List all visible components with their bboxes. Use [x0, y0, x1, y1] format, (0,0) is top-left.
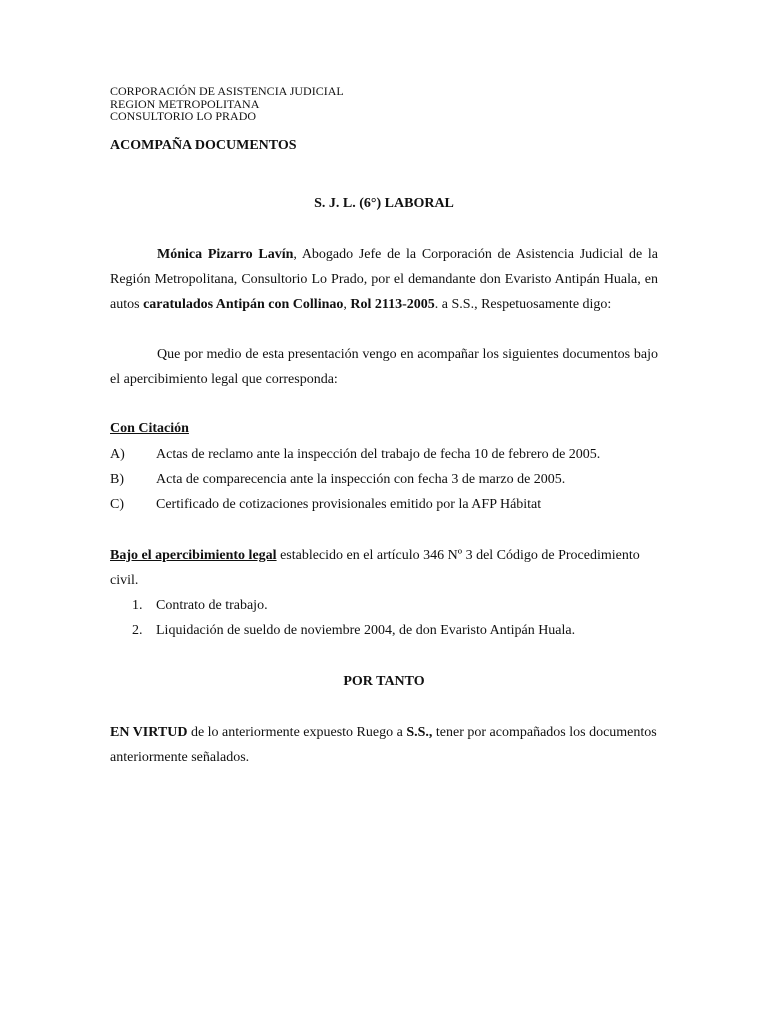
numbered-item: [132, 623, 575, 639]
list-item: [110, 447, 600, 463]
numbered-item: [132, 598, 268, 614]
lawyer-name: Mónica Pizarro Lavín: [157, 247, 294, 262]
section-heading-apercibimiento: Bajo el apercibimiento legal: [110, 548, 277, 563]
list-item-text: Acta de comparecencia ante la inspección con fecha 3 de marzo de 2005.: [156, 472, 566, 487]
number-marker: 2.: [132, 623, 143, 638]
apercibimiento-text: establecido en el artículo 346 Nº 3 del Código de Procedimiento civil.: [110, 548, 640, 588]
list-item-text: Certificado de cotizaciones provisionales emitido por la AFP Hábitat: [156, 497, 542, 512]
number-marker: 1.: [132, 598, 143, 613]
body-paragraph: Que por medio de esta presentación vengo en acompañar los siguientes documentos bajo el apercibimiento legal que corresponda:: [110, 347, 658, 387]
section-heading-citacion: Con Citación: [110, 421, 189, 436]
list-item: [110, 472, 565, 488]
list-marker: B): [110, 472, 124, 487]
intro-text-2: . a S.S., Respetuosamente digo:: [434, 297, 612, 312]
letterhead: [110, 85, 344, 123]
closing-paragraph: [110, 720, 658, 770]
list-item-text: Actas de reclamo ante la inspección del trabajo de fecha 10 de febrero de 2005.: [156, 447, 601, 462]
intro-comma: ,: [343, 297, 351, 312]
apercibimiento-paragraph: [110, 543, 658, 593]
closing-bold-1: EN VIRTUD: [110, 725, 188, 740]
court-addressee: S. J. L. (6°) LABORAL: [314, 196, 454, 211]
closing-text-2: tener por acompañados los documentos anteriormente señalados.: [110, 725, 657, 765]
case-caption: caratulados Antipán con Collinao: [143, 297, 344, 312]
list-marker: C): [110, 497, 124, 512]
list-item: [110, 497, 541, 513]
por-tanto-heading: POR TANTO: [343, 674, 425, 689]
intro-text-1: , Abogado Jefe de la Corporación de Asistencia Judicial de la Región Metropolitana, Consultorio Lo Prado, por el demandante don Evaristo Antipán Huala, en autos: [110, 247, 658, 312]
letterhead-line-1: CORPORACIÓN DE ASISTENCIA JUDICIAL: [110, 84, 344, 98]
letterhead-line-3: CONSULTORIO LO PRADO: [110, 109, 257, 123]
closing-bold-2: S.S.,: [406, 725, 433, 740]
letterhead-line-2: REGION METROPOLITANA: [110, 96, 260, 111]
closing-text-1: de lo anteriormente expuesto Ruego a: [187, 725, 407, 740]
intro-paragraph: [110, 242, 658, 317]
numbered-item-text: Contrato de trabajo.: [156, 598, 268, 613]
list-marker: A): [110, 447, 125, 462]
numbered-item-text: Liquidación de sueldo de noviembre 2004, de don Evaristo Antipán Huala.: [156, 623, 576, 638]
case-rol: Rol 2113-2005: [350, 297, 435, 312]
document-title: ACOMPAÑA DOCUMENTOS: [110, 138, 297, 153]
